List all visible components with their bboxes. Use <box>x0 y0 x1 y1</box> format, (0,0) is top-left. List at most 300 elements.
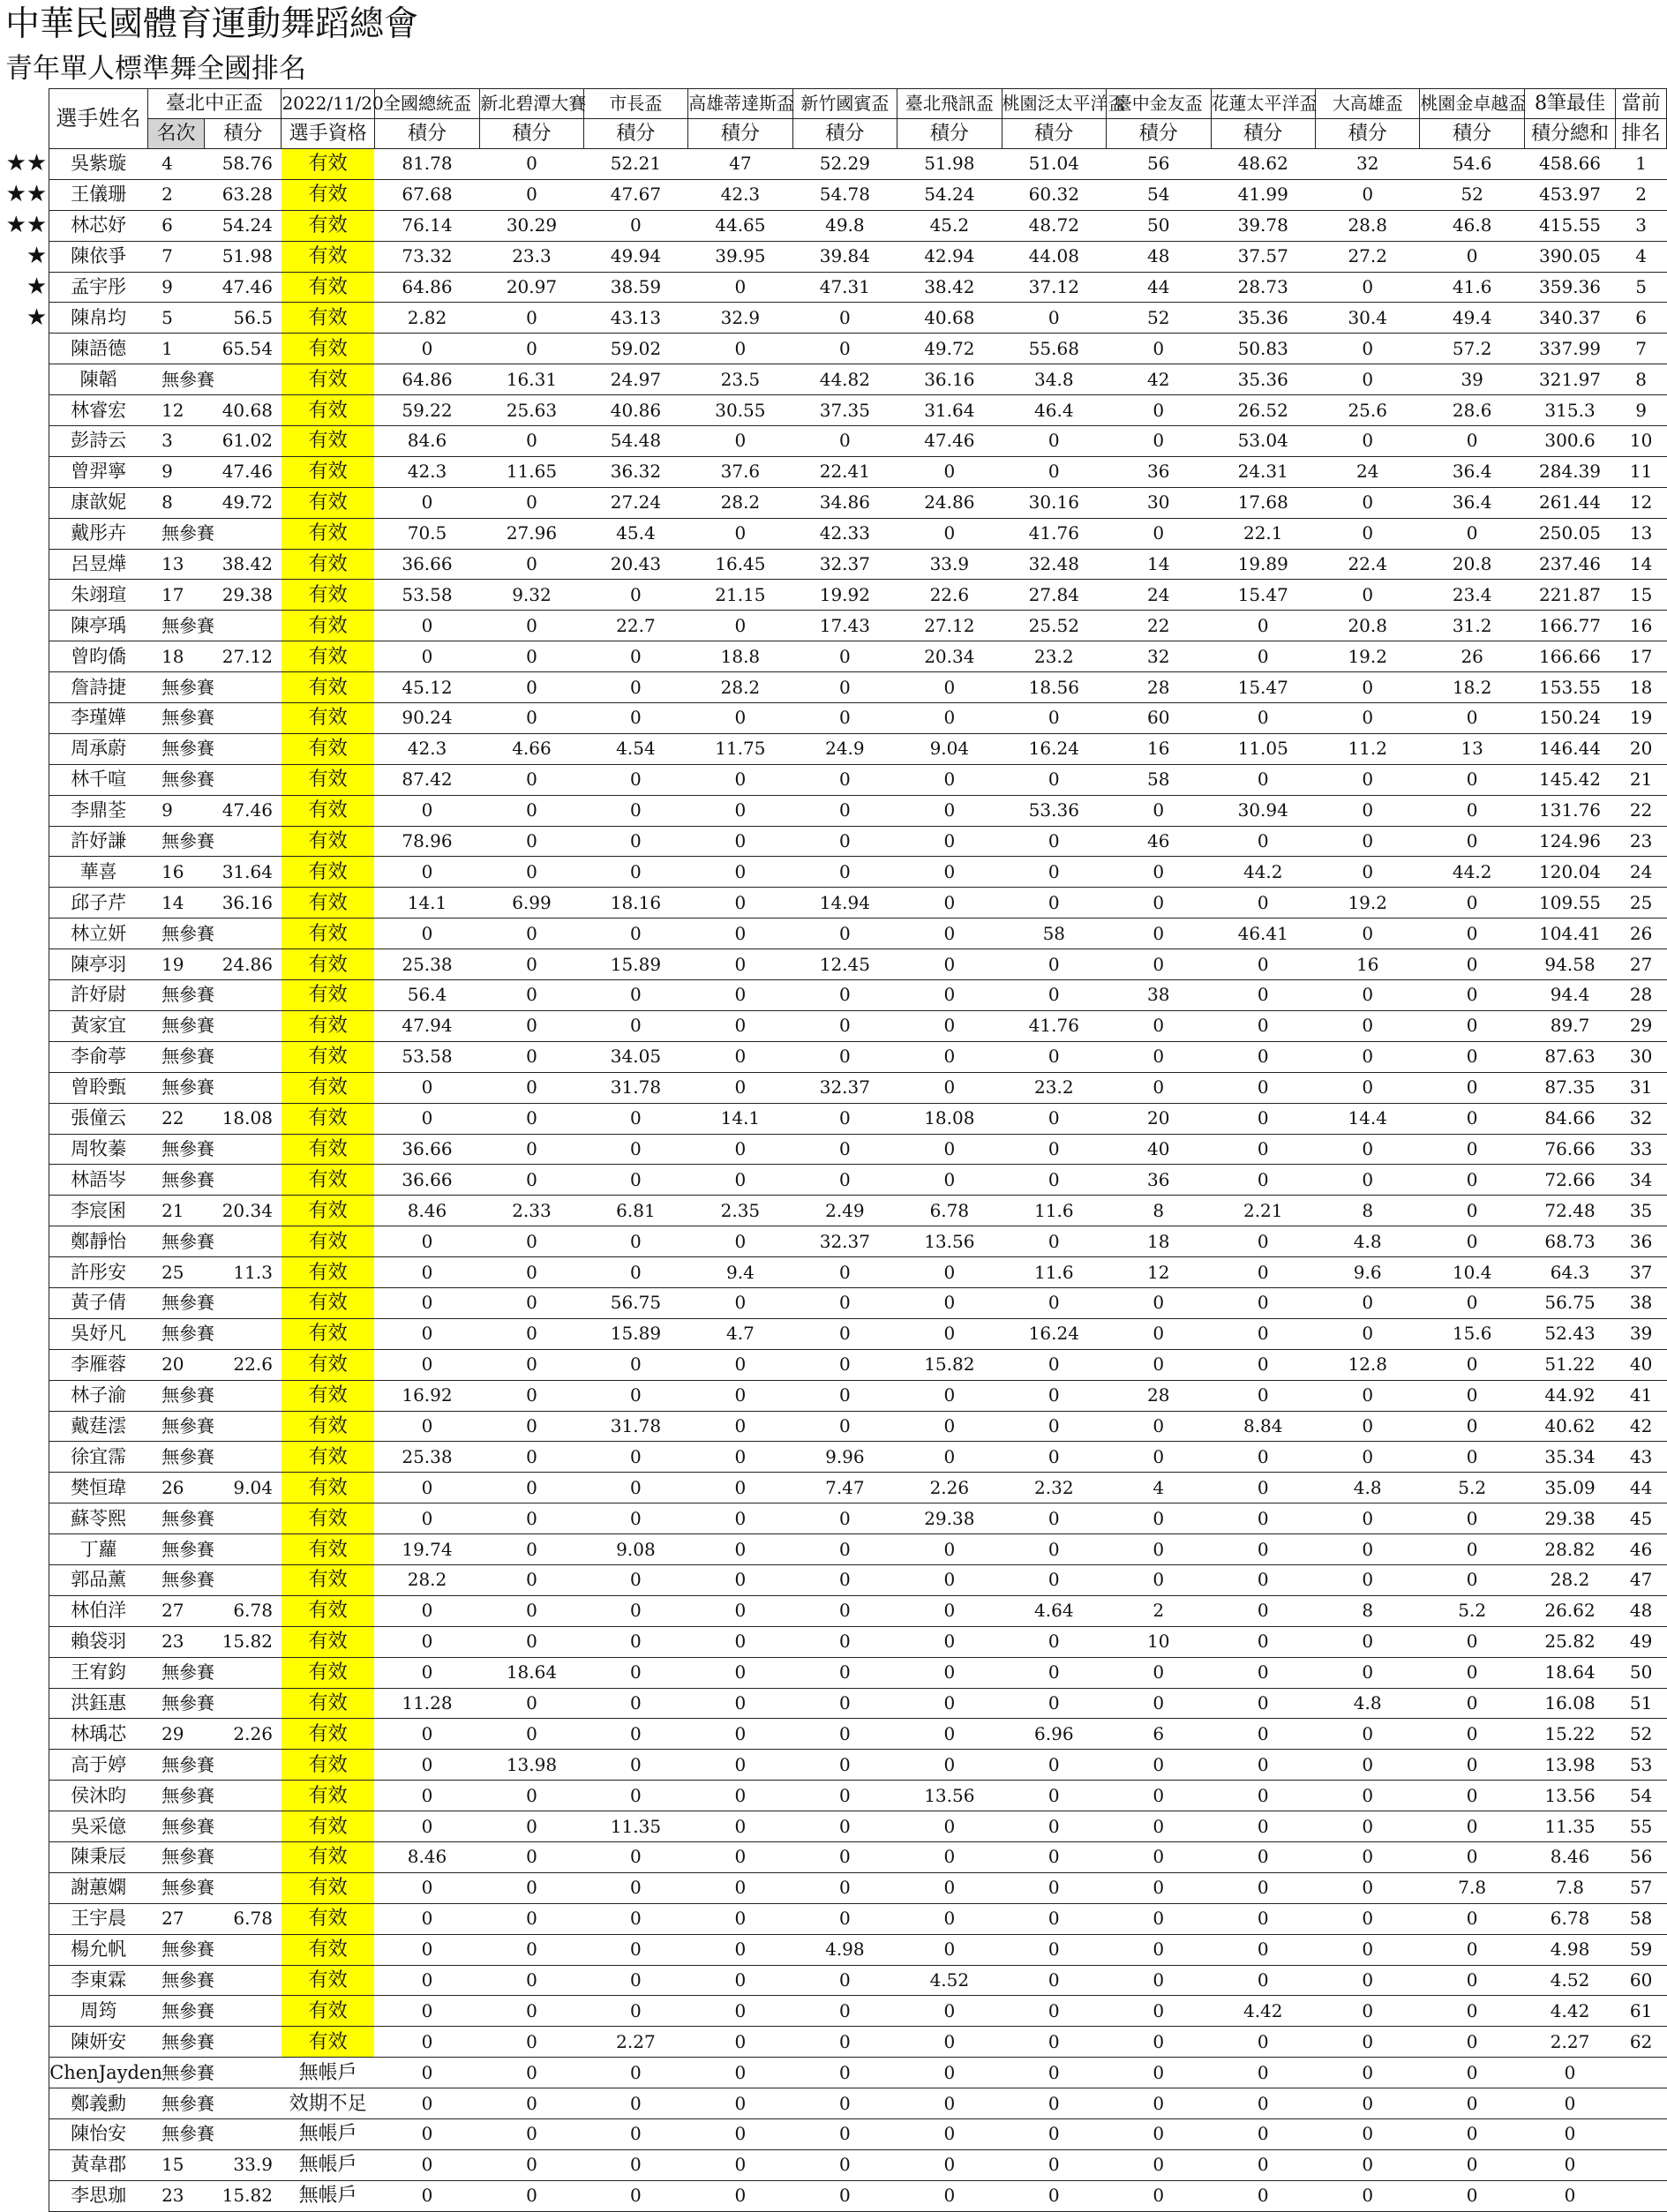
player-name: 陳亭瑀 <box>49 611 147 641</box>
eligibility-status: 有效 <box>282 1380 374 1411</box>
competition-score: 0 <box>1002 1934 1106 1965</box>
player-name: 戴彤卉 <box>49 518 147 549</box>
taipei-place: 無參賽 <box>147 1750 205 1781</box>
competition-score: 0 <box>480 764 583 795</box>
competition-score: 42.3 <box>688 179 792 210</box>
table-row <box>0 518 1667 549</box>
competition-score: 22.41 <box>792 456 897 487</box>
competition-score: 0 <box>480 549 583 580</box>
competition-score: 0 <box>1107 2149 1211 2180</box>
competition-score: 70.5 <box>374 518 479 549</box>
competition-score: 28 <box>1107 672 1211 703</box>
player-name: 郭品薰 <box>49 1564 147 1595</box>
eligibility-status: 有效 <box>282 303 374 334</box>
taipei-points: 15.82 <box>205 1626 282 1657</box>
competition-score: 0 <box>583 2058 687 2088</box>
eligibility-status: 有效 <box>282 1165 374 1196</box>
competition-score: 0 <box>480 611 583 641</box>
competition-score: 44.08 <box>1002 241 1106 272</box>
eligibility-status: 有效 <box>282 426 374 457</box>
competition-score: 0 <box>480 2119 583 2150</box>
star-rating: ★ <box>26 304 48 331</box>
player-name: 康歆妮 <box>49 487 147 518</box>
competition-score: 16.45 <box>688 549 792 580</box>
player-name: 李鼎荃 <box>49 795 147 826</box>
competition-score: 0 <box>792 1595 897 1626</box>
taipei-place: 無參賽 <box>147 919 205 949</box>
competition-score: 11.6 <box>1002 1196 1106 1226</box>
competition-score: 0 <box>583 1781 687 1811</box>
competition-score: 0 <box>1211 1750 1315 1781</box>
taipei-points: 31.64 <box>205 857 282 888</box>
taipei-place: 14 <box>147 888 205 919</box>
competition-score: 0 <box>897 1841 1002 1872</box>
competition-score: 6.81 <box>583 1196 687 1226</box>
player-name: 周牧蓁 <box>49 1134 147 1165</box>
competition-score: 0 <box>897 456 1002 487</box>
competition-score: 0 <box>1315 795 1419 826</box>
header-rank-bottom: 排名 <box>1616 119 1667 149</box>
best8-total: 453.97 <box>1524 179 1615 210</box>
competition-score: 16 <box>1315 949 1419 980</box>
player-name: 陳韜 <box>49 364 147 395</box>
player-name: 詹詩捷 <box>49 672 147 703</box>
competition-score: 2.82 <box>374 303 479 334</box>
competition-score: 0 <box>1107 395 1211 426</box>
competition-score: 30.94 <box>1211 795 1315 826</box>
table-row <box>0 364 1667 395</box>
taipei-points <box>205 980 282 1011</box>
competition-score: 0 <box>1107 1965 1211 1996</box>
taipei-points: 20.34 <box>205 1196 282 1226</box>
competition-score: 0 <box>1315 1380 1419 1411</box>
competition-score: 0 <box>374 2027 479 2058</box>
table-row <box>0 949 1667 980</box>
table-row <box>0 1996 1667 2027</box>
competition-score: 0 <box>374 1257 479 1288</box>
star-rating <box>0 672 49 703</box>
competition-score: 34.05 <box>583 1041 687 1072</box>
competition-score: 0 <box>792 672 897 703</box>
competition-score: 0 <box>792 919 897 949</box>
competition-score: 0 <box>897 1041 1002 1072</box>
header-comp-8: 花蓮太平洋盃 <box>1211 89 1315 119</box>
taipei-place: 無參賽 <box>147 2027 205 2058</box>
table-row <box>0 2180 1667 2211</box>
star-rating <box>0 1196 49 1226</box>
best8-total: 109.55 <box>1524 888 1615 919</box>
competition-score: 0 <box>583 1719 687 1750</box>
header-points-6: 積分 <box>1002 119 1106 149</box>
star-rating <box>0 2027 49 2058</box>
eligibility-status: 有效 <box>282 826 374 857</box>
competition-score: 0 <box>897 980 1002 1011</box>
competition-score: 0 <box>1211 703 1315 734</box>
taipei-place: 無參賽 <box>147 1811 205 1842</box>
competition-score: 35.36 <box>1211 303 1315 334</box>
player-name: 曾昀僑 <box>49 641 147 672</box>
competition-score: 0 <box>1315 179 1419 210</box>
competition-score: 46.4 <box>1002 395 1106 426</box>
competition-score: 0 <box>1002 1903 1106 1934</box>
competition-score: 0 <box>480 1380 583 1411</box>
taipei-points: 27.12 <box>205 641 282 672</box>
competition-score: 41.6 <box>1420 272 1524 303</box>
best8-total: 18.64 <box>1524 1657 1615 1688</box>
competition-score: 0 <box>688 1781 792 1811</box>
competition-score: 0 <box>1107 1010 1211 1041</box>
competition-score: 0 <box>583 210 687 241</box>
competition-score: 46.8 <box>1420 210 1524 241</box>
taipei-place: 無參賽 <box>147 1503 205 1534</box>
competition-score: 5.2 <box>1420 1473 1524 1503</box>
table-row <box>0 179 1667 210</box>
player-name: 李俞葶 <box>49 1041 147 1072</box>
competition-score: 12.8 <box>1315 1349 1419 1380</box>
competition-score: 38 <box>1107 980 1211 1011</box>
competition-score: 23.2 <box>1002 641 1106 672</box>
table-row <box>0 1781 1667 1811</box>
taipei-place: 無參賽 <box>147 672 205 703</box>
eligibility-status: 有效 <box>282 1841 374 1872</box>
competition-score: 0 <box>688 1903 792 1934</box>
competition-score: 0 <box>1420 826 1524 857</box>
competition-score: 0 <box>374 1903 479 1934</box>
competition-score: 52 <box>1107 303 1211 334</box>
taipei-points: 51.98 <box>205 241 282 272</box>
table-row <box>0 795 1667 826</box>
competition-score: 0 <box>1315 1442 1419 1473</box>
taipei-points <box>205 764 282 795</box>
competition-score: 0 <box>1420 949 1524 980</box>
table-row <box>0 241 1667 272</box>
competition-score: 0 <box>897 1442 1002 1473</box>
competition-score: 0 <box>480 1534 583 1565</box>
competition-score: 0 <box>583 826 687 857</box>
table-row <box>0 1688 1667 1719</box>
competition-score: 0 <box>374 1503 479 1534</box>
competition-score: 9.4 <box>688 1257 792 1288</box>
competition-score: 26.52 <box>1211 395 1315 426</box>
eligibility-status: 有效 <box>282 272 374 303</box>
best8-total: 6.78 <box>1524 1903 1615 1934</box>
table-header <box>0 89 1667 149</box>
current-rank: 2 <box>1616 179 1667 210</box>
competition-score: 0 <box>688 1965 792 1996</box>
competition-score: 0 <box>1315 919 1419 949</box>
competition-score: 0 <box>583 1103 687 1134</box>
competition-score: 47.46 <box>897 426 1002 457</box>
competition-score: 40.68 <box>897 303 1002 334</box>
competition-score: 54.24 <box>897 179 1002 210</box>
eligibility-status: 有效 <box>282 1595 374 1626</box>
eligibility-status: 有效 <box>282 611 374 641</box>
best8-total: 124.96 <box>1524 826 1615 857</box>
competition-score: 4.8 <box>1315 1688 1419 1719</box>
competition-score: 0 <box>1107 2058 1211 2088</box>
taipei-place: 13 <box>147 549 205 580</box>
star-rating <box>0 1781 49 1811</box>
competition-score: 0 <box>480 2180 583 2211</box>
taipei-place: 無參賽 <box>147 611 205 641</box>
table-row <box>0 580 1667 611</box>
competition-score: 0 <box>583 703 687 734</box>
competition-score: 60.32 <box>1002 179 1106 210</box>
competition-score: 38.59 <box>583 272 687 303</box>
competition-score: 0 <box>1315 1657 1419 1688</box>
competition-score: 0 <box>1315 980 1419 1011</box>
taipei-points: 24.86 <box>205 949 282 980</box>
competition-score: 31.2 <box>1420 611 1524 641</box>
competition-score: 23.4 <box>1420 580 1524 611</box>
player-name: 周筠 <box>49 1996 147 2027</box>
competition-score: 20.8 <box>1420 549 1524 580</box>
competition-score: 0 <box>1002 2027 1106 2058</box>
star-rating <box>0 1442 49 1473</box>
eligibility-status: 有效 <box>282 1626 374 1657</box>
competition-score: 0 <box>1211 1010 1315 1041</box>
current-rank: 55 <box>1616 1811 1667 1842</box>
competition-score: 0 <box>480 857 583 888</box>
taipei-points: 47.46 <box>205 272 282 303</box>
competition-score: 54.6 <box>1420 149 1524 180</box>
table-row <box>0 1965 1667 1996</box>
player-name: 鄭靜怡 <box>49 1226 147 1257</box>
competition-score: 25.63 <box>480 395 583 426</box>
competition-score: 0 <box>1420 764 1524 795</box>
competition-score: 0 <box>1315 1965 1419 1996</box>
competition-score: 0 <box>1107 2119 1211 2150</box>
current-rank: 57 <box>1616 1872 1667 1903</box>
player-name: 黃韋郡 <box>49 2149 147 2180</box>
star-rating <box>0 1872 49 1903</box>
competition-score: 0 <box>1211 1226 1315 1257</box>
taipei-points <box>205 364 282 395</box>
best8-total: 68.73 <box>1524 1226 1615 1257</box>
competition-score: 0 <box>1107 1041 1211 1072</box>
competition-score: 0 <box>897 888 1002 919</box>
competition-score: 47.94 <box>374 1010 479 1041</box>
competition-score: 44.82 <box>792 364 897 395</box>
competition-score: 0 <box>1002 1411 1106 1442</box>
competition-score: 0 <box>897 949 1002 980</box>
eligibility-status: 有效 <box>282 1226 374 1257</box>
taipei-place: 27 <box>147 1903 205 1934</box>
competition-score: 0 <box>1002 1503 1106 1534</box>
competition-score: 0 <box>792 980 897 1011</box>
competition-score: 9.96 <box>792 1442 897 1473</box>
competition-score: 2.35 <box>688 1196 792 1226</box>
eligibility-status: 效期不足 <box>282 2088 374 2119</box>
competition-score: 25.38 <box>374 1442 479 1473</box>
star-rating: ★★ <box>5 150 48 177</box>
header-points-9: 積分 <box>1315 119 1419 149</box>
competition-score: 0 <box>688 1287 792 1318</box>
taipei-points <box>205 1872 282 1903</box>
competition-score: 0 <box>1211 2088 1315 2119</box>
competition-score: 0 <box>1315 1503 1419 1534</box>
competition-score: 30.55 <box>688 395 792 426</box>
eligibility-status: 有效 <box>282 1872 374 1903</box>
competition-score: 46 <box>1107 826 1211 857</box>
taipei-points <box>205 1811 282 1842</box>
taipei-place: 無參賽 <box>147 1010 205 1041</box>
competition-score: 0 <box>897 1534 1002 1565</box>
best8-total: 13.98 <box>1524 1750 1615 1781</box>
taipei-points: 11.3 <box>205 1257 282 1288</box>
competition-score: 0 <box>480 487 583 518</box>
competition-score: 10 <box>1107 1626 1211 1657</box>
eligibility-status: 有效 <box>282 1564 374 1595</box>
competition-score: 41.76 <box>1002 518 1106 549</box>
competition-score: 21.15 <box>688 580 792 611</box>
star-rating <box>0 334 49 364</box>
competition-score: 0 <box>688 1226 792 1257</box>
competition-score: 0 <box>374 1781 479 1811</box>
star-rating <box>0 1287 49 1318</box>
competition-score: 28 <box>1107 1380 1211 1411</box>
competition-score: 0 <box>897 1996 1002 2027</box>
competition-score: 51.04 <box>1002 149 1106 180</box>
taipei-points <box>205 1503 282 1534</box>
player-name: 許妤尉 <box>49 980 147 1011</box>
star-rating <box>0 456 49 487</box>
competition-score: 0 <box>792 1719 897 1750</box>
competition-score: 0 <box>897 764 1002 795</box>
competition-score: 0 <box>480 1165 583 1196</box>
competition-score: 0 <box>583 1257 687 1288</box>
taipei-points <box>205 1165 282 1196</box>
competition-score: 0 <box>374 795 479 826</box>
competition-score: 18.16 <box>583 888 687 919</box>
competition-score: 8 <box>1315 1595 1419 1626</box>
star-rating <box>0 641 49 672</box>
current-rank: 22 <box>1616 795 1667 826</box>
player-name: 李思珈 <box>49 2180 147 2211</box>
table-row <box>0 549 1667 580</box>
table-row <box>0 303 1667 334</box>
taipei-place: 9 <box>147 795 205 826</box>
eligibility-status: 有效 <box>282 210 374 241</box>
taipei-points <box>205 1750 282 1781</box>
star-rating <box>0 1010 49 1041</box>
eligibility-status: 有效 <box>282 641 374 672</box>
competition-score: 0 <box>688 2149 792 2180</box>
competition-score: 0 <box>1420 1564 1524 1595</box>
header-place: 名次 <box>147 119 205 149</box>
competition-score: 9.32 <box>480 580 583 611</box>
current-rank: 40 <box>1616 1349 1667 1380</box>
competition-score: 0 <box>1002 1781 1106 1811</box>
current-rank: 51 <box>1616 1688 1667 1719</box>
competition-score: 0 <box>1420 1165 1524 1196</box>
competition-score: 0 <box>792 1688 897 1719</box>
competition-score: 0 <box>583 1657 687 1688</box>
competition-score: 0 <box>1420 1996 1524 2027</box>
taipei-place: 27 <box>147 1595 205 1626</box>
competition-score: 0 <box>583 857 687 888</box>
star-rating <box>0 1473 49 1503</box>
star-rating <box>0 1841 49 1872</box>
competition-score: 0 <box>583 580 687 611</box>
player-name: 呂昱燁 <box>49 549 147 580</box>
table-row <box>0 857 1667 888</box>
competition-score: 13.98 <box>480 1750 583 1781</box>
competition-score: 0 <box>1315 826 1419 857</box>
competition-score: 35.36 <box>1211 364 1315 395</box>
competition-score: 87.42 <box>374 764 479 795</box>
table-row <box>0 1072 1667 1103</box>
competition-score: 0 <box>897 795 1002 826</box>
taipei-points: 56.5 <box>205 303 282 334</box>
competition-score: 0 <box>1107 857 1211 888</box>
taipei-points <box>205 1965 282 1996</box>
competition-score: 0 <box>1002 2119 1106 2150</box>
taipei-points <box>205 1534 282 1565</box>
competition-score: 0 <box>897 1564 1002 1595</box>
competition-score: 0 <box>480 334 583 364</box>
competition-score: 0 <box>897 1134 1002 1165</box>
player-name: 黃子倩 <box>49 1287 147 1318</box>
competition-score: 0 <box>1315 1318 1419 1349</box>
taipei-place: 23 <box>147 2180 205 2211</box>
competition-score: 0 <box>1420 1134 1524 1165</box>
header-best8-bottom: 積分總和 <box>1524 119 1615 149</box>
competition-score: 0 <box>374 487 479 518</box>
eligibility-status: 有效 <box>282 919 374 949</box>
current-rank: 21 <box>1616 764 1667 795</box>
competition-score: 19.92 <box>792 580 897 611</box>
competition-score: 0 <box>1002 1287 1106 1318</box>
taipei-place: 26 <box>147 1473 205 1503</box>
competition-score: 19.2 <box>1315 888 1419 919</box>
table-row <box>0 1287 1667 1318</box>
competition-score: 0 <box>897 919 1002 949</box>
competition-score: 0 <box>792 1564 897 1595</box>
best8-total: 87.63 <box>1524 1041 1615 1072</box>
best8-total: 72.48 <box>1524 1196 1615 1226</box>
competition-score: 0 <box>1420 1010 1524 1041</box>
competition-score: 0 <box>1315 672 1419 703</box>
taipei-points <box>205 1781 282 1811</box>
competition-score: 0 <box>1002 456 1106 487</box>
competition-score: 41.99 <box>1211 179 1315 210</box>
competition-score: 47 <box>688 149 792 180</box>
competition-score: 0 <box>688 1503 792 1534</box>
player-name: 林芯妤 <box>49 210 147 241</box>
competition-score: 0 <box>374 2058 479 2088</box>
competition-score: 0 <box>897 1287 1002 1318</box>
competition-score: 0 <box>1107 1934 1211 1965</box>
competition-score: 44.2 <box>1420 857 1524 888</box>
table-row <box>0 1903 1667 1934</box>
competition-score: 0 <box>897 2119 1002 2150</box>
player-name: ChenJayden <box>49 2058 147 2088</box>
competition-score: 0 <box>1420 2119 1524 2150</box>
taipei-place: 無參賽 <box>147 1411 205 1442</box>
competition-score: 19.89 <box>1211 549 1315 580</box>
competition-score: 0 <box>688 334 792 364</box>
taipei-points <box>205 1010 282 1041</box>
competition-score: 0 <box>1211 980 1315 1011</box>
competition-score: 0 <box>480 1719 583 1750</box>
competition-score: 47.67 <box>583 179 687 210</box>
best8-total: 11.35 <box>1524 1811 1615 1842</box>
competition-score: 0 <box>1420 1688 1524 1719</box>
competition-score: 16.24 <box>1002 1318 1106 1349</box>
best8-total: 0 <box>1524 2180 1615 2211</box>
competition-score: 0 <box>1002 426 1106 457</box>
